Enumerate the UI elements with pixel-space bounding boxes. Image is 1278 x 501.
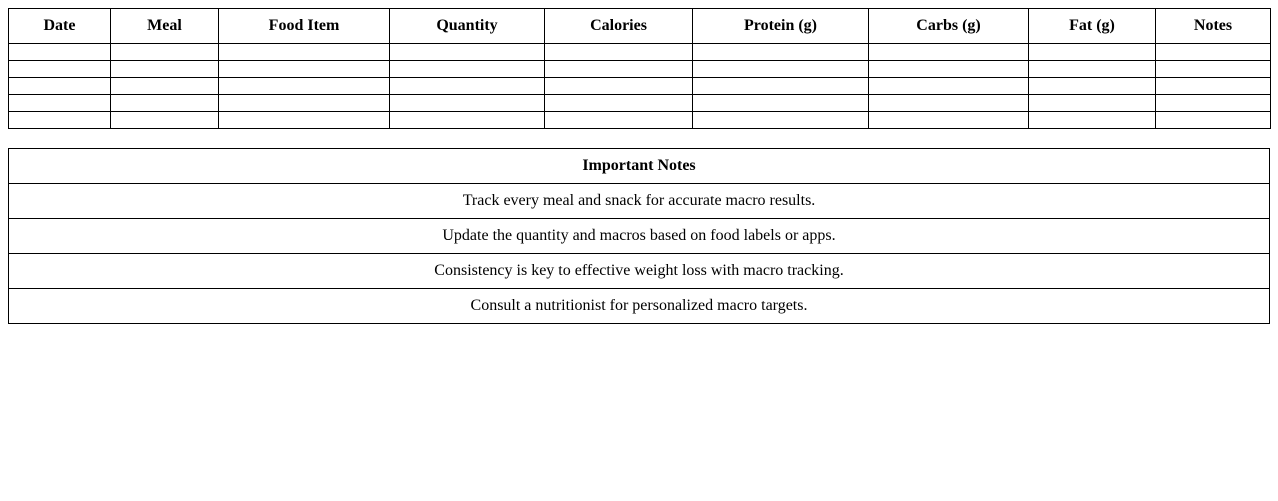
table-cell[interactable] [390,112,545,129]
table-row [9,61,1271,78]
table-cell[interactable] [693,61,869,78]
table-row [9,78,1271,95]
table-cell[interactable] [545,112,693,129]
table-cell[interactable] [390,44,545,61]
table-cell[interactable] [693,112,869,129]
column-header-calories: Calories [545,9,693,44]
note-text: Consult a nutritionist for personalized macro targets. [9,289,1270,324]
table-cell[interactable] [219,44,390,61]
table-cell[interactable] [1029,95,1156,112]
table-cell[interactable] [9,78,111,95]
table-row [9,95,1271,112]
table-cell[interactable] [390,95,545,112]
table-cell[interactable] [1029,78,1156,95]
table-cell[interactable] [1029,61,1156,78]
table-cell[interactable] [1029,112,1156,129]
table-cell[interactable] [219,78,390,95]
column-header-meal: Meal [111,9,219,44]
column-header-quantity: Quantity [390,9,545,44]
table-cell[interactable] [1156,61,1271,78]
table-cell[interactable] [9,44,111,61]
column-header-protein: Protein (g) [693,9,869,44]
list-item [9,254,1270,289]
table-cell[interactable] [545,61,693,78]
table-cell[interactable] [111,44,219,61]
note-text: Update the quantity and macros based on food labels or apps. [9,219,1270,254]
table-cell[interactable] [1156,95,1271,112]
column-header-food-item: Food Item [219,9,390,44]
table-cell[interactable] [1156,78,1271,95]
column-header-fat: Fat (g) [1029,9,1156,44]
food-log-table [8,8,1271,129]
table-cell[interactable] [693,78,869,95]
table-cell[interactable] [219,61,390,78]
table-cell[interactable] [390,61,545,78]
table-cell[interactable] [869,95,1029,112]
table-cell[interactable] [869,44,1029,61]
table-cell[interactable] [545,44,693,61]
table-cell[interactable] [111,61,219,78]
table-cell[interactable] [219,112,390,129]
table-cell[interactable] [693,44,869,61]
food-log-body [9,44,1271,129]
table-cell[interactable] [9,95,111,112]
table-cell[interactable] [111,112,219,129]
table-cell[interactable] [693,95,869,112]
table-cell[interactable] [9,112,111,129]
table-cell[interactable] [1029,44,1156,61]
table-cell[interactable] [869,112,1029,129]
note-text: Track every meal and snack for accurate macro results. [9,184,1270,219]
notes-header-row [9,149,1270,184]
table-row [9,112,1271,129]
table-cell[interactable] [545,78,693,95]
list-item [9,184,1270,219]
table-cell[interactable] [111,78,219,95]
table-cell[interactable] [219,95,390,112]
table-cell[interactable] [1156,44,1271,61]
note-text: Consistency is key to effective weight loss with macro tracking. [9,254,1270,289]
table-cell[interactable] [869,78,1029,95]
notes-title: Important Notes [9,149,1270,184]
column-header-carbs: Carbs (g) [869,9,1029,44]
important-notes-table [8,148,1270,324]
table-cell[interactable] [545,95,693,112]
table-cell[interactable] [390,78,545,95]
table-row [9,44,1271,61]
table-cell[interactable] [869,61,1029,78]
list-item [9,289,1270,324]
column-header-date: Date [9,9,111,44]
table-cell[interactable] [9,61,111,78]
column-header-notes: Notes [1156,9,1271,44]
table-cell[interactable] [111,95,219,112]
header-row [9,9,1271,44]
list-item [9,219,1270,254]
table-cell[interactable] [1156,112,1271,129]
